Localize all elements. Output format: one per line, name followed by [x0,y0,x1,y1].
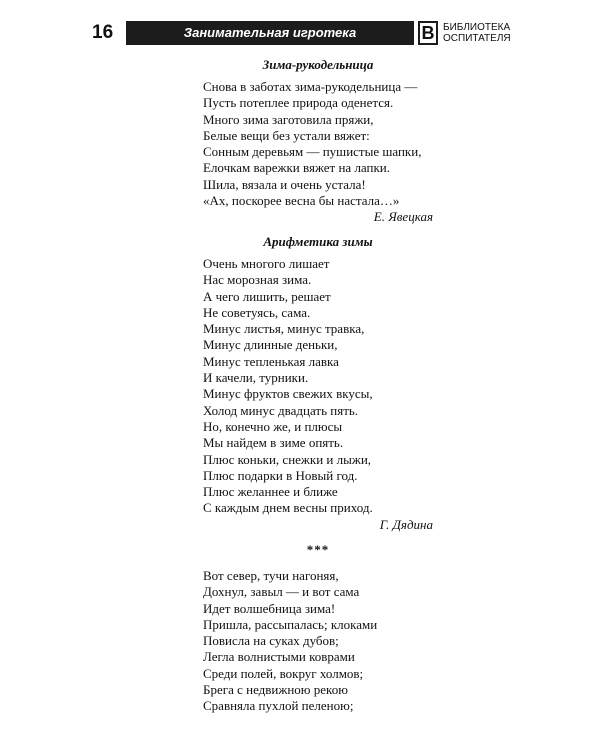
page-number: 16 [92,22,114,43]
poem-author: Е. Явецкая [373,209,433,225]
section-title: Занимательная игротека [126,21,414,45]
series-name-line: БИБЛИОТЕКА [443,22,511,33]
series-name [443,22,533,44]
poem-line: Сравняла пухлой пеленою; [203,698,354,714]
poem-line: Плюс подарки в Новый год. [203,467,358,483]
poem-line: Холод минус двадцать пять. [203,402,359,418]
series-name-line: ОСПИТАТЕЛЯ [443,33,511,44]
poem-line: Идет волшебница зима! [203,600,336,616]
poem-line: Минус листья, минус травка, [203,321,365,337]
poem-title-asterisks: *** [306,542,330,557]
poem-line: Среди полей, вокруг холмов; [203,665,364,681]
poem-untitled [203,542,433,715]
poem-line: Плюс желаннее и ближе [203,484,338,500]
poem-line: Мы найдем в зиме опять. [203,435,344,451]
poem-line: А чего лишить, решает [203,288,331,304]
poem-line: Пусть потеплее природа оденется. [203,95,394,111]
poem-line: Пришла, рассыпалась; клоками [203,616,378,632]
poem-line: Минус тепленькая лавка [203,353,339,369]
poem-line: Минус длинные деньки, [203,337,338,353]
poem-line: Шила, вязала и очень устала! [203,176,366,192]
poem-line: Очень многого лишает [203,256,330,271]
poem-stanza [203,568,433,715]
poem-title: Арифметика зимы [263,234,373,249]
poem-arifmetika-zimy [203,234,433,533]
poem-line: Легла волнистыми коврами [203,649,355,665]
poem-zima-rukodelnitsa [203,57,433,225]
series-logo-icon: В [418,21,438,45]
poem-line: Снова в заботах зима-рукодельница — [203,79,418,94]
poem-line: Елочкам варежки вяжет на лапки. [203,160,391,176]
poem-author: Г. Дядина [379,516,433,532]
poem-line: Много зима заготовила пряжи, [203,111,374,127]
poem-title: Зима-рукодельница [262,57,374,72]
poem-line: Плюс коньки, снежки и лыжи, [203,451,372,467]
poem-line: Минус фруктов свежих вкусы, [203,386,373,402]
poem-line: И качели, турники. [203,370,309,386]
poem-line: Вот север, тучи нагоняя, [203,568,339,583]
poem-line: Но, конечно же, и плюсы [203,418,343,434]
poem-line: Дохнул, завыл — и вот сама [203,584,360,600]
poem-line: Нас морозная зима. [203,272,312,288]
poem-line: С каждым днем весны приход. [203,500,373,516]
poem-line: Брега с недвижною рекою [203,682,348,698]
poem-line: «Ах, поскорее весна бы настала…» [203,193,400,209]
poem-stanza [203,79,433,209]
poem-line: Белые вещи без устали вяжет: [203,127,370,143]
poem-line: Не советуясь, сама. [203,304,311,320]
poem-stanza [203,256,433,517]
poem-line: Сонным деревьям — пушистые шапки, [203,144,422,160]
poem-line: Повисла на суках дубов; [203,633,339,649]
page-header [92,21,512,45]
